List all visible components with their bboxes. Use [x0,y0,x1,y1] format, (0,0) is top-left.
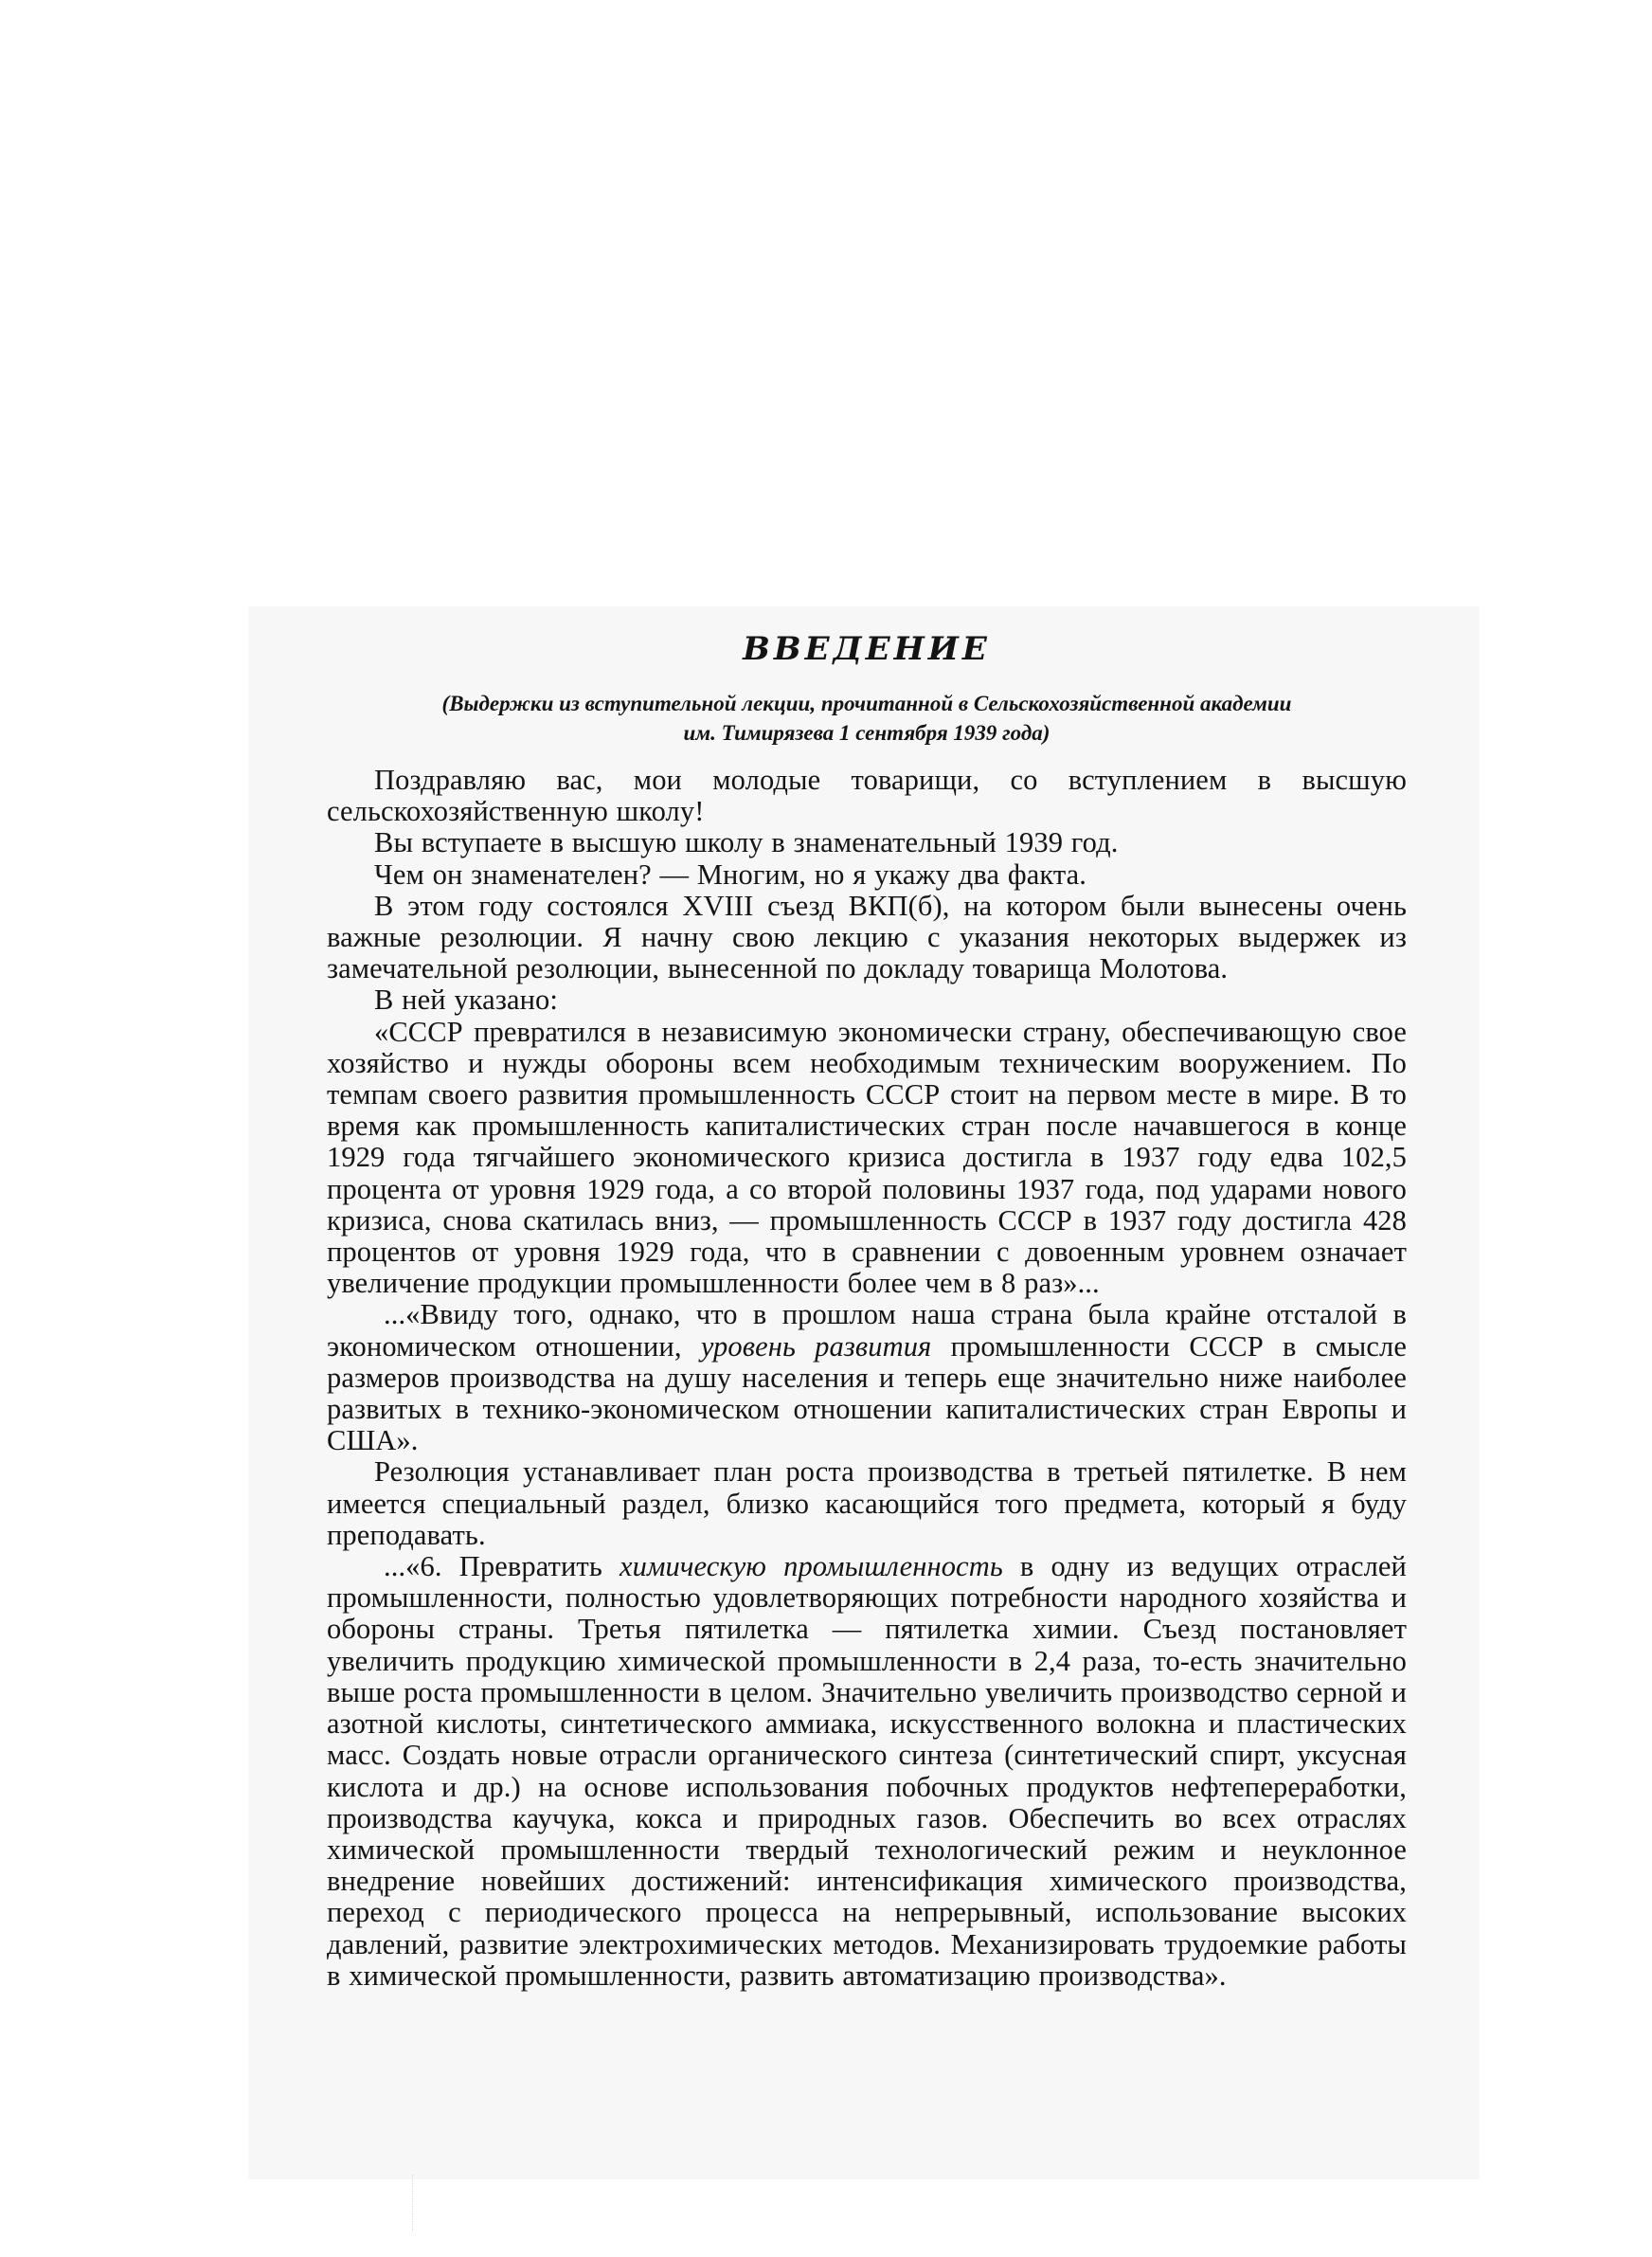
quote-2-end: промышленности СССР в смысле размеров производства на душу населения и теперь еще значительно ниже наиболее развитых в технико-экономическом отношении капиталистических стран Европы и США». [327,1329,1407,1457]
paragraph-quote-2 [327,1299,1407,1456]
paragraph-question: Чем он знаменателен? — Многим, но я укажу два факта. [374,858,1087,891]
subtitle-line-2: им. Тимирязева 1 сентября 1939 года) [683,721,1050,745]
margin-mark [412,2175,415,2231]
paragraph-quote-1: «СССР превратился в независимую экономически страну, обеспечивающую свое хозяйство и нужды обороны всем необходимым техническим вооружением. По темпам своего развития промышленность СССР стоит на первом месте в мире. В то время как промышленность капиталистических стран после начавшегося в конце 1929 года тягчайшего экономического кризиса достигла в 1937 году едва 102,5 процента от уровня 1929 года, а со второй половины 1937 года, под ударами нового кризиса, снова скатилась вниз, — промышленность СССР в 1937 году достигла 428 процентов от уровня 1929 года, что в сравнении с довоенным уровнем означает увеличение продукции промышленности более чем в 8 раз»... [327,1015,1407,1300]
quote-3-emphasis: химическую промышленность [619,1550,1003,1583]
paragraph-plan: Резолюция устанавливает план роста производства в третьей пятилетке. В нем имеется специальный раздел, близко касающийся того предмета, который я буду преподавать. [327,1455,1407,1551]
paragraph-intro-quote: В ней указано: [374,984,558,1017]
quote-2-emphasis: уровень развития [700,1329,932,1363]
quote-2-start: ...«Ввиду того, однако, что в прошлом наша страна была крайне отсталой в экономическом отношении, [327,1298,1407,1363]
body-text [327,765,1407,1992]
quote-3-end: в одну из ведущих отраслей промышленности, полностью удовлетворяющих потребности народного хозяйства и обороны страны. Третья пятилетка — пятилетка химии. Съезд постановляет увеличить продукцию химической промышленности в 2,4 раза, то-есть значительно выше роста промышленности в целом. Значительно увеличить производство серной и азотной кислоты, синтетического аммиака, искусственного волокна и пластических масс. Создать новые отрасли органического синтеза (синтетический спирт, уксусная кислота и др.) на основе использования побочных продуктов нефтепереработки, производства каучука, кокса и природных газов. Обеспечить во всех отраслях химической промышленности твердый технологический режим и неуклонное внедрение новейших достижений: интенсификация химического производства, переход с периодического процесса на непрерывный, использование высоких давлений, развитие электрохимических методов. Механизировать трудоемкие работы в химической промышленности, развить автоматизацию производства». [327,1550,1407,1992]
subtitle-line-1: (Выдержки из вступительной лекции, прочитанной в Сельскохозяйственной академии [441,692,1292,715]
article [327,630,1407,1992]
paragraph-congress: В этом году состоялся XVIII съезд ВКП(б), на котором были вынесены очень важные резолюции. Я начну свою лекцию с указания некоторых выдержек из замечательной резолюции, вынесенной по докладу товарища Молотова. [327,889,1407,985]
paragraph-greeting: Поздравляю вас, мои молодые товарищи, со вступлением в высшую сельскохозяйственную школу! [327,764,1407,828]
paragraph-year: Вы вступаете в высшую школу в знаменательный 1939 год. [374,826,1119,859]
quote-3-start: ...«6. Превратить [384,1550,620,1583]
page-title: ВВЕДЕНИЕ [743,630,991,668]
paragraph-quote-3 [327,1551,1407,1992]
subtitle [327,689,1407,748]
